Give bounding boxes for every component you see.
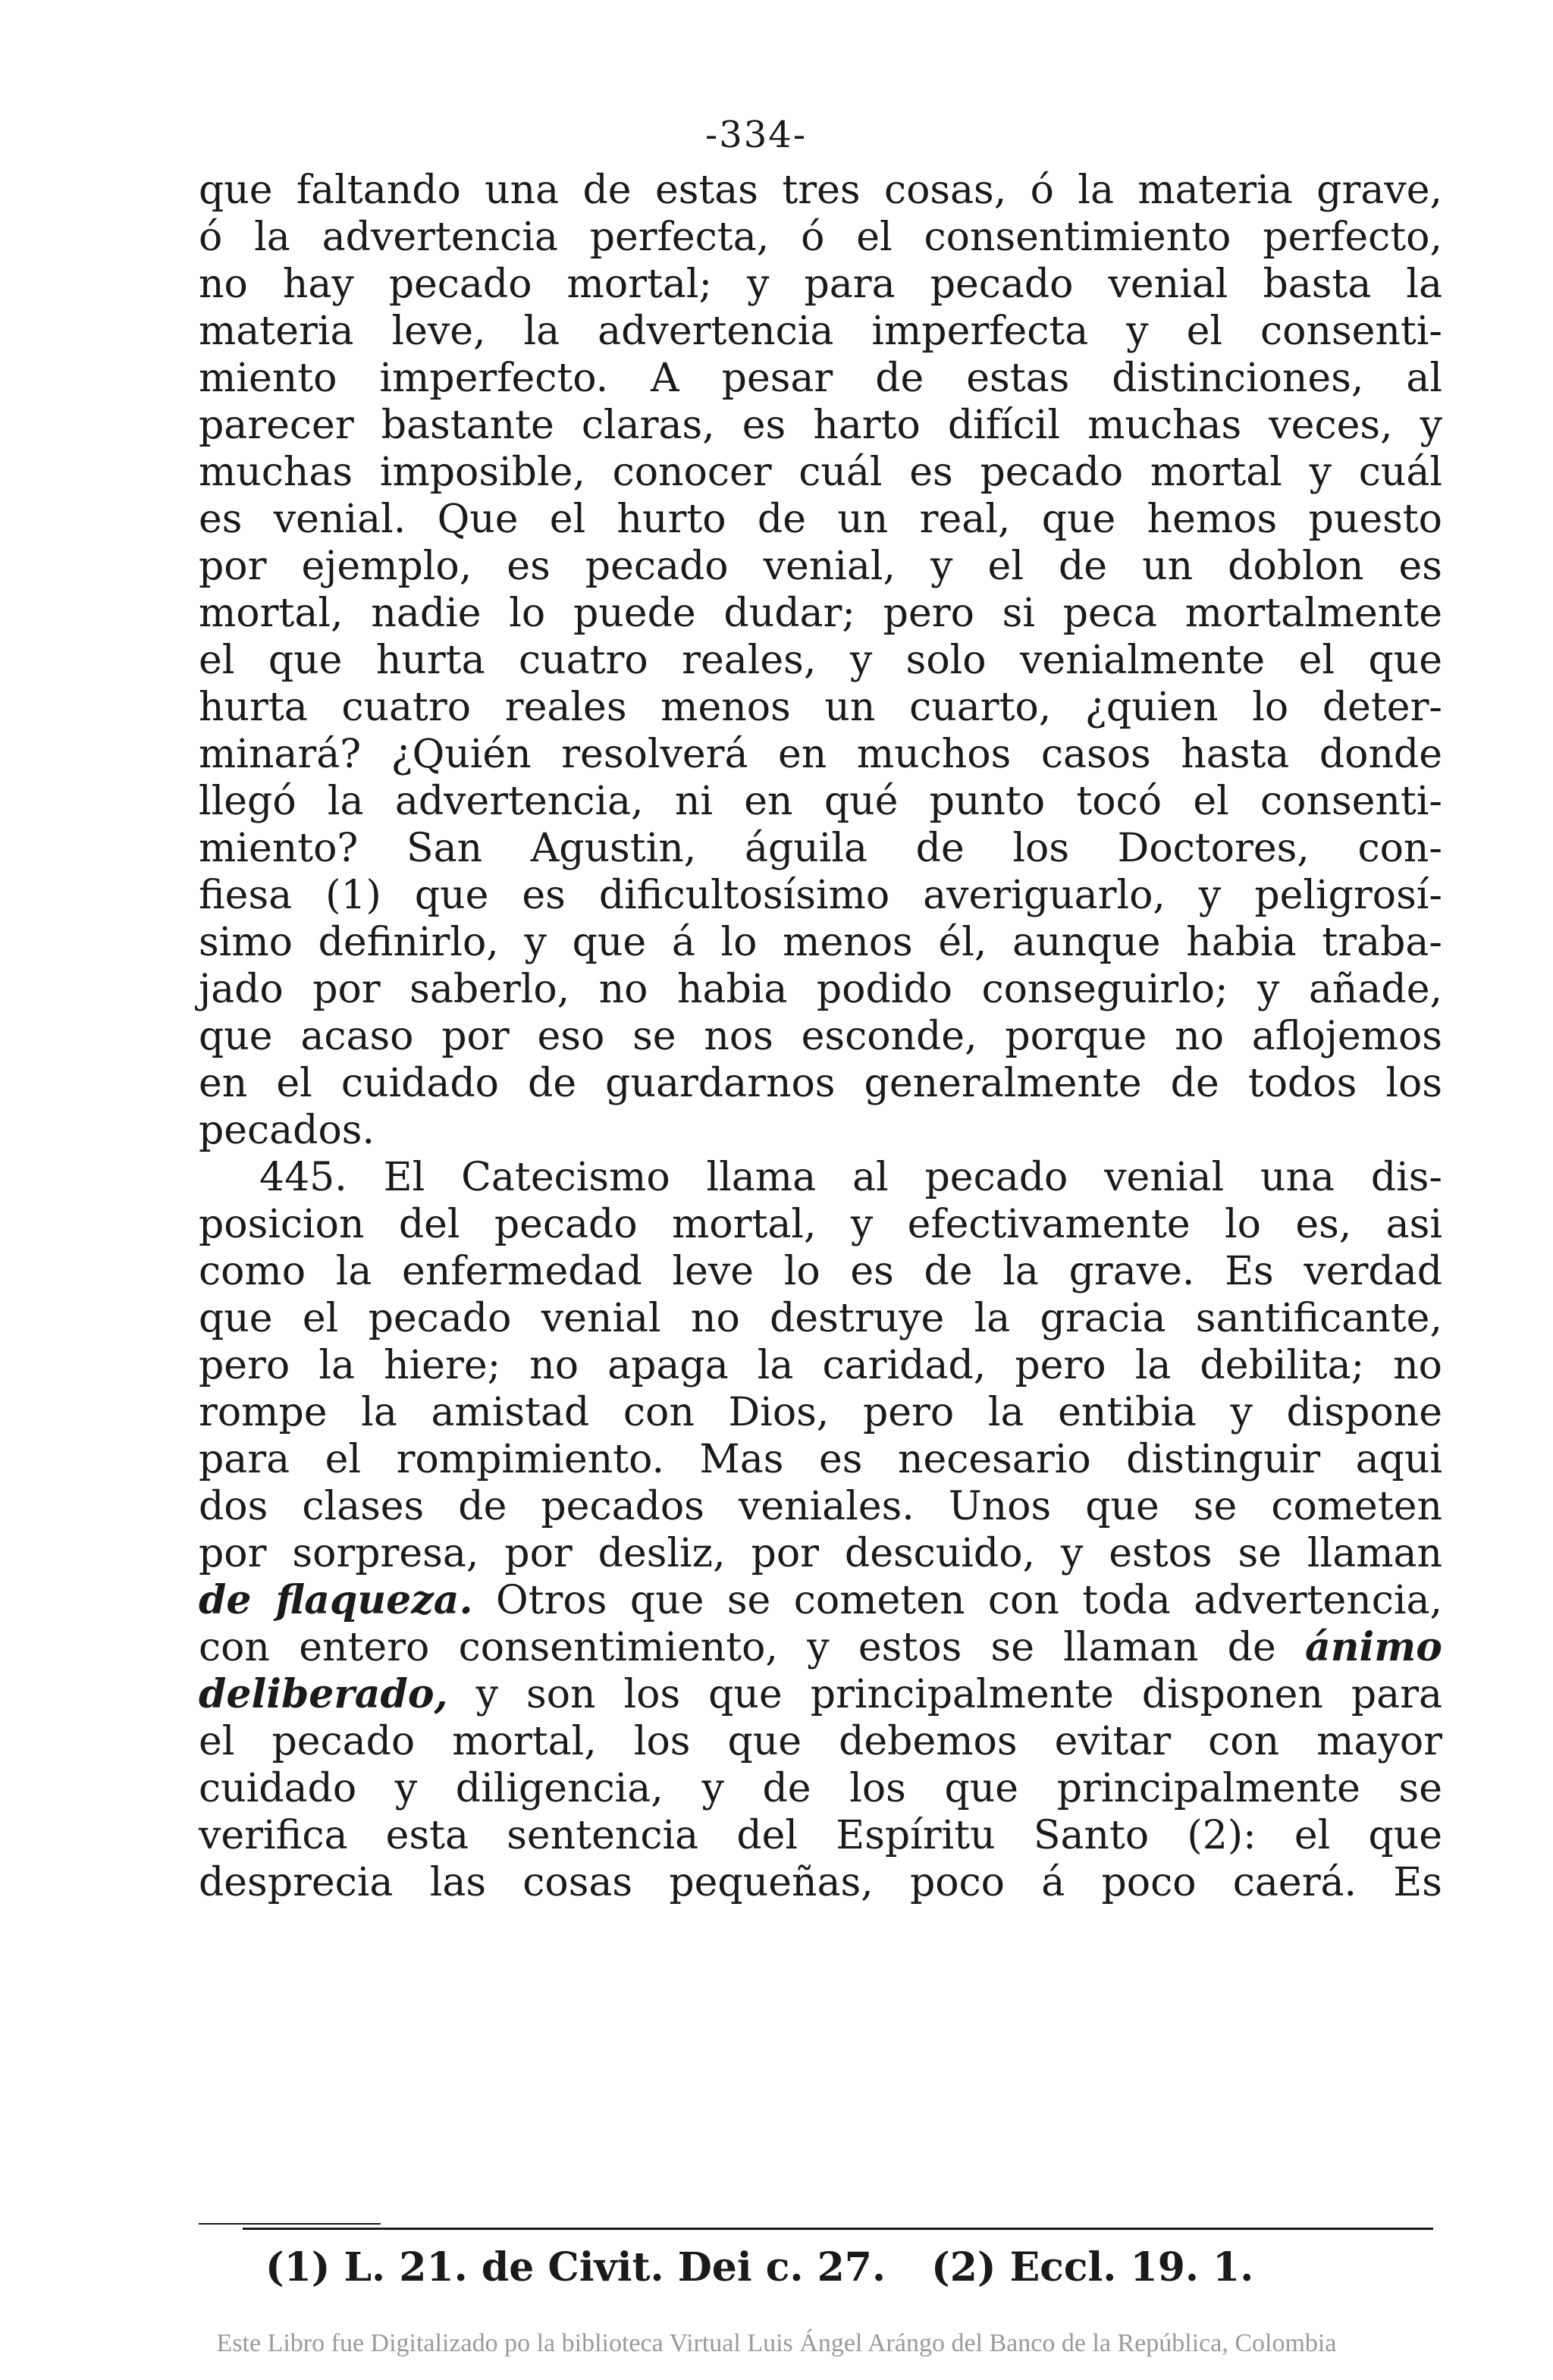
footnote-rule xyxy=(243,2228,1433,2230)
text-line: no hay pecado mortal; y para pecado venial basta la xyxy=(199,262,1442,307)
text-line: ó la advertencia perfecta, ó el consentimiento perfecto, xyxy=(199,215,1442,260)
line-text: Otros que se cometen con toda advertencia, xyxy=(472,1578,1443,1623)
line-text: con entero consentimiento, y estos se llaman de xyxy=(199,1625,1306,1670)
text-line: simo definirlo, y que á lo menos él, aunque habia traba- xyxy=(199,920,1442,965)
text-line: para el rompimiento. Mas es necesario distinguir aqui xyxy=(199,1437,1442,1482)
text-line: hurta cuatro reales menos un cuarto, ¿quien lo deter- xyxy=(199,685,1442,730)
footnotes xyxy=(265,2244,1253,2291)
text-line: minará? ¿Quién resolverá en muchos casos hasta donde xyxy=(199,732,1442,777)
text-line: en el cuidado de guardarnos generalmente de todos los xyxy=(199,1061,1442,1106)
text-line: llegó la advertencia, ni en qué punto tocó el consenti- xyxy=(199,779,1442,824)
text-line: miento? San Agustin, águila de los Doctores, con- xyxy=(199,826,1442,871)
text-line-animo xyxy=(199,1624,1442,1671)
page-number: -334- xyxy=(705,114,808,156)
text-line: por sorpresa, por desliz, por descuido, y estos se llaman xyxy=(199,1531,1442,1576)
italic-phrase: ánimo xyxy=(1305,1624,1442,1670)
line-text: y son los que principalmente disponen para xyxy=(447,1672,1442,1717)
text-line: jado por saberlo, no habia podido conseguirlo; y añade, xyxy=(199,967,1442,1012)
footnote-2: (2) Eccl. 19. 1. xyxy=(931,2244,1254,2291)
text-line: el pecado mortal, los que debemos evitar con mayor xyxy=(199,1719,1442,1764)
italic-phrase: de flaqueza. xyxy=(199,1577,473,1623)
text-line: que acaso por eso se nos esconde, porque no aflojemos xyxy=(199,1014,1442,1059)
text-line: es venial. Que el hurto de un real, que hemos puesto xyxy=(199,497,1442,542)
text-line: muchas imposible, conocer cuál es pecado mortal y cuál xyxy=(199,450,1442,495)
text-line: materia leve, la advertencia imperfecta y el consenti- xyxy=(199,309,1442,354)
text-line-deliberado xyxy=(199,1671,1442,1718)
text-line: pero la hiere; no apaga la caridad, pero la debilita; no xyxy=(199,1343,1442,1388)
text-line: parecer bastante claras, es harto difícil muchas veces, y xyxy=(199,403,1442,448)
text-line: que faltando una de estas tres cosas, ó la materia grave, xyxy=(199,168,1442,213)
text-line: que el pecado venial no destruye la gracia santificante, xyxy=(199,1296,1442,1341)
text-line: rompe la amistad con Dios, pero la entibia y dispone xyxy=(199,1390,1442,1435)
text-line-flaqueza xyxy=(199,1577,1442,1624)
text-line: fiesa (1) que es dificultosísimo averiguarlo, y peligrosí- xyxy=(199,873,1442,918)
text-line: como la enfermedad leve lo es de la grave. Es verdad xyxy=(199,1249,1442,1294)
footnote-rule-short xyxy=(199,2223,381,2225)
text-line: cuidado y diligencia, y de los que principalmente se xyxy=(199,1766,1442,1811)
text-line: el que hurta cuatro reales, y solo venialmente el que xyxy=(199,638,1442,683)
text-line: miento imperfecto. A pesar de estas distinciones, al xyxy=(199,356,1442,401)
text-line: mortal, nadie lo puede dudar; pero si peca mortalmente xyxy=(199,591,1442,636)
text-line: desprecia las cosas pequeñas, poco á poco caerá. Es xyxy=(199,1860,1442,1905)
footnote-1: (1) L. 21. de Civit. Dei c. 27. xyxy=(265,2244,886,2291)
text-line: dos clases de pecados veniales. Unos que se cometen xyxy=(199,1484,1442,1529)
paragraph-445-first-line: 445. El Catecismo llama al pecado venial una dis- xyxy=(259,1155,1442,1200)
text-line: verifica esta sentencia del Espíritu Santo (2): el que xyxy=(199,1813,1442,1858)
body-text xyxy=(199,167,1442,1906)
digitization-credit: Este Libro fue Digitalizado po la biblioteca Virtual Luis Ángel Arángo del Banco de la República, Colombia xyxy=(216,2329,1337,2357)
text-line: por ejemplo, es pecado venial, y el de un doblon es xyxy=(199,544,1442,589)
italic-phrase: deliberado, xyxy=(199,1671,448,1717)
text-line: posicion del pecado mortal, y efectivamente lo es, asi xyxy=(199,1202,1442,1247)
text-line: pecados. xyxy=(199,1108,375,1153)
